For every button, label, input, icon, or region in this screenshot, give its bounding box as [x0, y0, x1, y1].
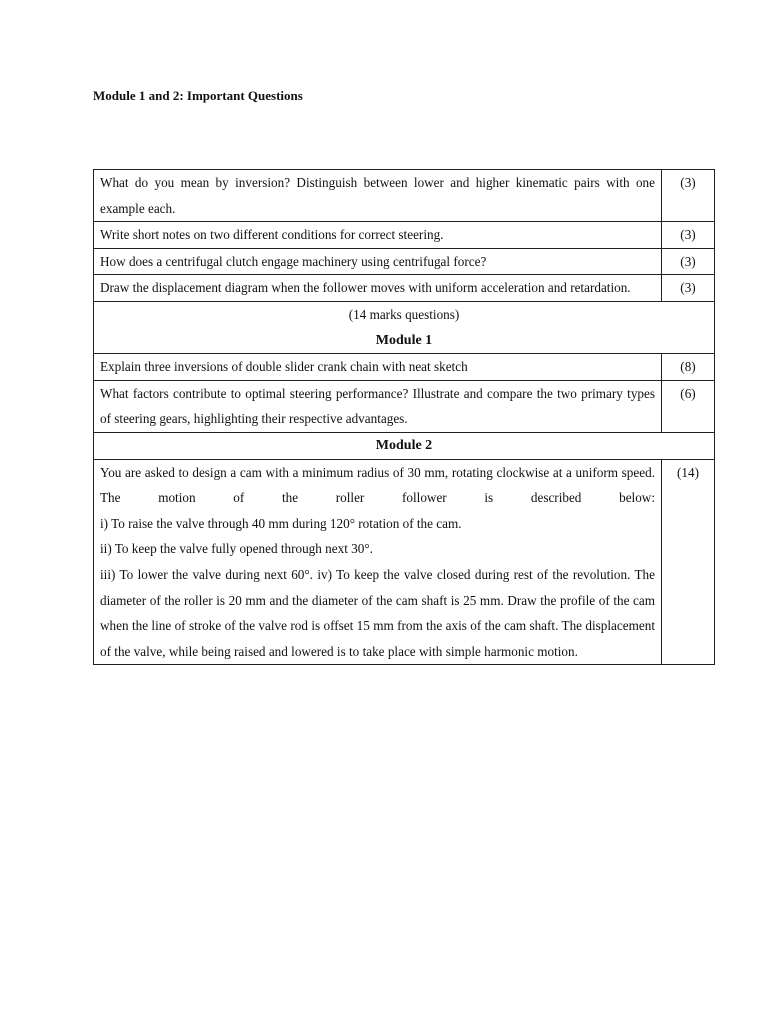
table-row	[94, 354, 715, 381]
section-row	[94, 432, 715, 459]
question-marks: (3)	[662, 275, 715, 302]
table-row	[94, 248, 715, 275]
section-header-14-marks	[94, 301, 715, 353]
question-line: ii) To keep the valve fully opened through next 30°.	[100, 541, 373, 557]
section-row	[94, 301, 715, 353]
table-row	[94, 275, 715, 302]
question-text: What factors contribute to optimal steering performance? Illustrate and compare the two primary types of steering gears, highlighting their respective advantages.	[94, 380, 662, 432]
table-row	[94, 459, 715, 665]
question-marks: (14)	[662, 459, 715, 665]
question-text: Draw the displacement diagram when the follower moves with uniform acceleration and retardation.	[94, 275, 662, 302]
question-marks: (3)	[662, 222, 715, 249]
section-header-module-2	[94, 432, 715, 459]
table-row	[94, 170, 715, 222]
question-marks: (3)	[662, 248, 715, 275]
question-text: How does a centrifugal clutch engage machinery using centrifugal force?	[94, 248, 662, 275]
question-marks: (6)	[662, 380, 715, 432]
question-text: Write short notes on two different conditions for correct steering.	[94, 222, 662, 249]
question-line: You are asked to design a cam with a minimum radius of 30 mm, rotating clockwise at a uniform speed. The motion of the roller follower is described below:	[100, 464, 655, 506]
table-row	[94, 222, 715, 249]
cam-design-question	[94, 459, 662, 665]
questions-table	[93, 169, 715, 665]
section-subtitle: (14 marks questions)	[348, 306, 460, 322]
question-text: Explain three inversions of double slider crank chain with neat sketch	[94, 354, 662, 381]
question-line: iii) To lower the valve during next 60°. iv) To keep the valve closed during rest of the revolution. The diameter of the roller is 20 mm and the diameter of the cam shaft is 25 mm. Draw the profile of the cam when the line of stroke of the valve rod is offset 15 mm from the axis of the cam shaft. The displacement of the valve, while being raised and lowered is to take place with simple harmonic motion.	[100, 566, 655, 659]
page-title: Module 1 and 2: Important Questions	[93, 88, 303, 103]
section-title-module-1: Module 1	[375, 332, 433, 348]
question-text: What do you mean by inversion? Distinguish between lower and higher kinematic pairs with one example each.	[94, 170, 662, 222]
table-row	[94, 380, 715, 432]
section-title-module-2: Module 2	[375, 437, 433, 453]
question-marks: (8)	[662, 354, 715, 381]
question-line: i) To raise the valve through 40 mm during 120° rotation of the cam.	[100, 515, 462, 531]
question-marks: (3)	[662, 170, 715, 222]
